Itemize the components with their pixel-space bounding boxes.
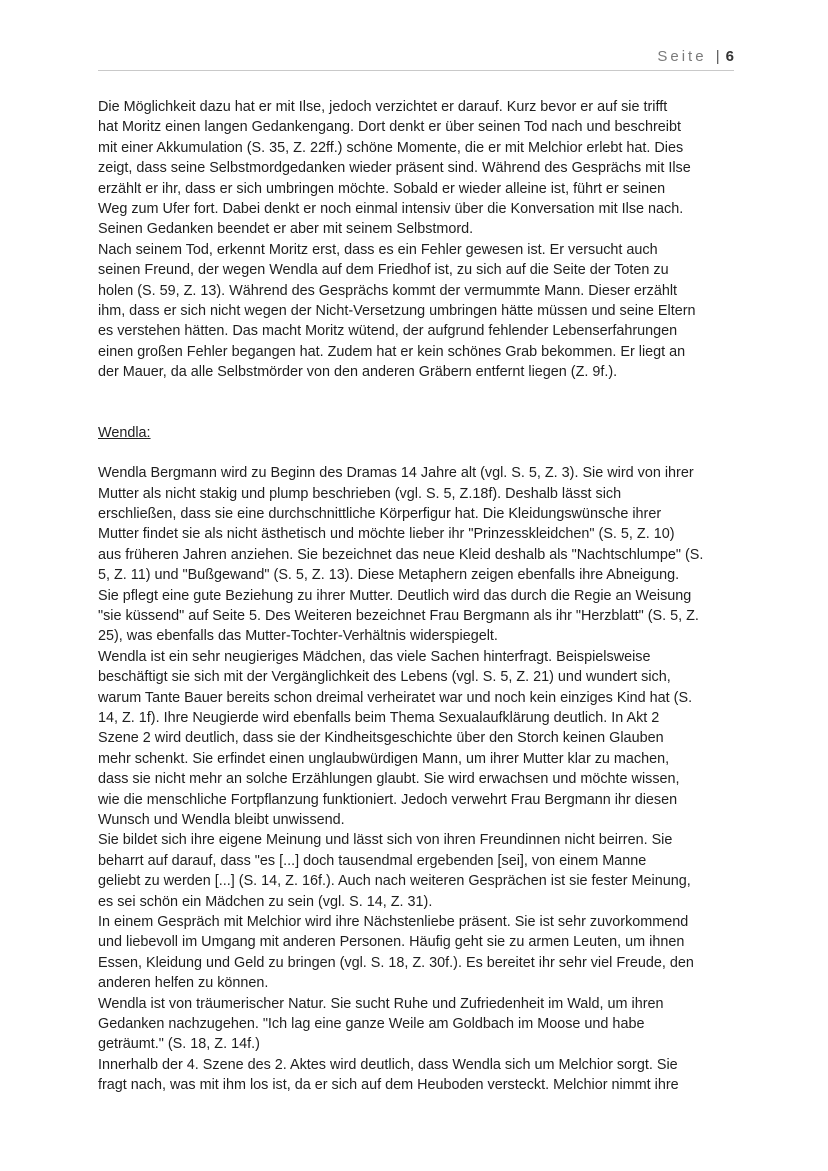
page-number: 6	[725, 48, 734, 65]
page-label: Seite	[657, 48, 707, 65]
text-line: beharrt auf darauf, dass "es [...] doch tausendmal ergebenden [sei], von einem Manne	[98, 852, 647, 869]
text-line: "sie küssend" auf Seite 5. Des Weiteren bezeichnet Frau Bergmann als ihr "Herzblatt" (S. 5, Z.	[98, 607, 699, 624]
text-line: beschäftigt sie sich mit der Vergänglichkeit des Lebens (vgl. S. 5, Z. 21) und wundert sich,	[98, 669, 671, 686]
text-line: Sie bildet sich ihre eigene Meinung und lässt sich von ihren Freundinnen nicht beirren. Sie	[98, 832, 673, 849]
text-line: In einem Gespräch mit Melchior wird ihre Nächstenliebe präsent. Sie ist sehr zuvorkommend	[98, 914, 689, 931]
text-line: 14, Z. 1f). Ihre Neugierde wird ebenfalls beim Thema Sexualaufklärung deutlich. In Akt 2	[98, 709, 660, 726]
text-line: dass sie nicht mehr an solche Erzählungen glaubt. Sie wird erwachsen und möchte wissen,	[98, 771, 680, 788]
text-line: ihm, dass er sich nicht wegen der Nicht-Versetzung umbringen hätte müssen und seine Eltern	[98, 303, 696, 320]
text-line: und liebevoll im Umgang mit anderen Personen. Häufig geht sie zu armen Leuten, um ihnen	[98, 934, 685, 951]
text-line: geliebt zu werden [...] (S. 14, Z. 16f.). Auch nach weiteren Gesprächen ist sie fester Meinung,	[98, 873, 691, 890]
text-line: fragt nach, was mit ihm los ist, da er sich auf dem Heuboden versteckt. Melchior nimmt ihre	[98, 1077, 679, 1094]
section-gap	[98, 383, 738, 423]
page-header	[98, 48, 734, 70]
text-line: erzählt er ihr, dass er sich umbringen möchte. Sobald er wieder alleine ist, führt er seinen	[98, 180, 666, 197]
text-line: es verstehen hätten. Das macht Moritz wütend, der aufgrund fehlender Lebenserfahrungen	[98, 323, 678, 340]
text-line: Essen, Kleidung und Geld zu bringen (vgl. S. 18, Z. 30f.). Es bereitet ihr sehr viel Freude, den	[98, 954, 694, 971]
document-body	[98, 97, 738, 1096]
text-line: Szene 2 wird deutlich, dass sie der Kindheitsgeschichte über den Storch keinen Glauben	[98, 730, 664, 747]
text-line: Wendla Bergmann wird zu Beginn des Dramas 14 Jahre alt (vgl. S. 5, Z. 3). Sie wird von ihrer	[98, 465, 694, 482]
text-line: erschließen, dass sie eine durchschnittliche Körperfigur hat. Die Kleidungswünsche ihrer	[98, 505, 662, 522]
text-line: Seinen Gedanken beendet er aber mit seinem Selbstmord.	[98, 221, 474, 238]
text-line: der Mauer, da alle Selbstmörder von den anderen Gräbern entfernt liegen (Z. 9f.).	[98, 364, 618, 381]
text-line: es sei schön ein Mädchen zu sein (vgl. S. 14, Z. 31).	[98, 893, 433, 910]
text-line: zeigt, dass seine Selbstmordgedanken wieder präsent sind. Während des Gesprächs mit Ilse	[98, 160, 691, 177]
text-line: Wendla ist ein sehr neugieriges Mädchen, das viele Sachen hinterfragt. Beispielsweise	[98, 648, 651, 665]
text-line: hat Moritz einen langen Gedankengang. Dort denkt er über seinen Tod nach und beschreibt	[98, 119, 681, 136]
text-line: 25), was ebenfalls das Mutter-Tochter-Verhältnis widerspiegelt.	[98, 628, 498, 645]
section-wendla	[98, 463, 738, 1096]
section-heading-wendla: Wendla:	[98, 424, 151, 441]
text-line: Gedanken nachzugehen. "Ich lag eine ganze Weile am Goldbach im Moose und habe	[98, 1016, 645, 1033]
text-line: Mutter als nicht stakig und plump beschrieben (vgl. S. 5, Z.18f). Deshalb lässt sich	[98, 485, 622, 502]
text-line: geträumt." (S. 18, Z. 14f.)	[98, 1036, 260, 1053]
text-line: Sie pflegt eine gute Beziehung zu ihrer Mutter. Deutlich wird das durch die Regie an Weisung	[98, 587, 692, 604]
text-line: mit einer Akkumulation (S. 35, Z. 22ff.) schöne Momente, die er mit Melchior erlebt hat. Dies	[98, 139, 684, 156]
text-line: 5, Z. 11) und "Bußgewand" (S. 5, Z. 13). Diese Metaphern zeigen ebenfalls ihre Abneigung.	[98, 567, 680, 584]
text-line: Innerhalb der 4. Szene des 2. Aktes wird deutlich, dass Wendla sich um Melchior sorgt. Sie	[98, 1056, 678, 1073]
section-moritz	[98, 97, 738, 383]
text-line: Wunsch und Wendla bleibt unwissend.	[98, 812, 345, 828]
text-line: einen großen Fehler begangen hat. Zudem hat er kein schönes Grab bekommen. Er liegt an	[98, 343, 686, 360]
text-line: holen (S. 59, Z. 13). Während des Gesprächs kommt der vermummte Mann. Dieser erzählt	[98, 282, 678, 299]
text-line: Weg zum Ufer fort. Dabei denkt er noch einmal intensiv über die Konversation mit Ilse nach.	[98, 201, 684, 218]
header-divider	[98, 70, 734, 71]
page-separator: |	[715, 48, 720, 65]
text-line: Wendla ist von träumerischer Natur. Sie sucht Ruhe und Zufriedenheit im Wald, um ihren	[98, 995, 664, 1012]
text-line: wie die menschliche Fortpflanzung funktioniert. Jedoch verwehrt Frau Bergmann ihr diesen	[98, 791, 678, 808]
text-line: warum Tante Bauer bereits schon dreimal verheiratet war und noch kein einziges Kind hat (S.	[98, 689, 693, 706]
text-line: Mutter findet sie als nicht ästhetisch und möchte lieber ihr "Prinzesskleidchen" (S. 5, Z. 10)	[98, 526, 675, 543]
text-line: seinen Freund, der wegen Wendla auf dem Friedhof ist, zu sich auf die Seite der Toten zu	[98, 262, 669, 279]
text-line: aus früheren Jahren anziehen. Sie bezeichnet das neue Kleid deshalb als "Nachtschlumpe" (S.	[98, 546, 704, 563]
text-line: mehr schenkt. Sie erfindet einen unglaubwürdigen Mann, um ihrer Mutter klar zu machen,	[98, 750, 670, 767]
text-line: Nach seinem Tod, erkennt Moritz erst, dass es ein Fehler gewesen ist. Er versucht auch	[98, 241, 658, 258]
heading-gap	[98, 443, 738, 463]
text-line: anderen helfen zu können.	[98, 975, 269, 992]
text-line: Die Möglichkeit dazu hat er mit Ilse, jedoch verzichtet er darauf. Kurz bevor er auf sie trifft	[98, 99, 668, 115]
